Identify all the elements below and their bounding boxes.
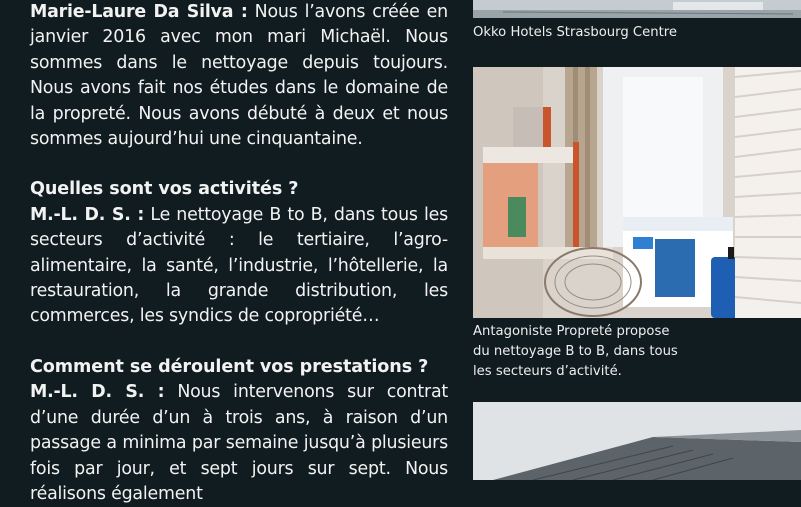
paragraph-text: Nous intervenons sur contrat d’une durée d’un à trois ans, à raison d’un passage a minima par semaine jusqu’à plusieurs fois par jour, et sept jours sur sept. Nous réalisons également [30,382,449,504]
caption-room-line-2: du nettoyage B to B, dans tous [473,344,678,359]
hotel-room-photo [473,67,801,318]
paragraph-text: Nous l’avons créée en janvier 2016 avec mon mari Michaël. Nous sommes dans le nettoyage depuis toujours. Nous avons fait nos études dans le domaine de la propreté. Nous avons débuté à deux et nous sommes aujourd’hui une cinquantaine. [30,2,448,150]
answer-activities [30,203,448,330]
article-column [30,0,448,507]
paragraph-text: Le nettoyage B to B, dans tous les secteurs d’activité : le tertiaire, l’agro-alimentaire, la santé, l’industrie, l’hôtellerie, la restauration, la grande distribution, les commerces, les syndics de copropriété… [30,204,448,327]
speaker-initials: M.-L. D. S. : [30,382,165,403]
caption-room-line-1: Antagoniste Propreté propose [473,324,670,339]
question-services: Comment se déroulent vos prestations ? [30,356,429,377]
paragraph-intro [30,0,448,152]
speaker-initials: M.-L. D. S. : [30,204,145,225]
answer-services [30,380,448,507]
building-photo [473,402,801,480]
hotel-exterior-photo [473,0,801,18]
question-activities: Quelles sont vos activités ? [30,179,299,200]
caption-room-line-3: les secteurs d’activité. [473,364,622,379]
caption-hotel: Okko Hotels Strasbourg Centre [473,25,677,40]
speaker-name: Marie-Laure Da Silva : [30,2,248,22]
